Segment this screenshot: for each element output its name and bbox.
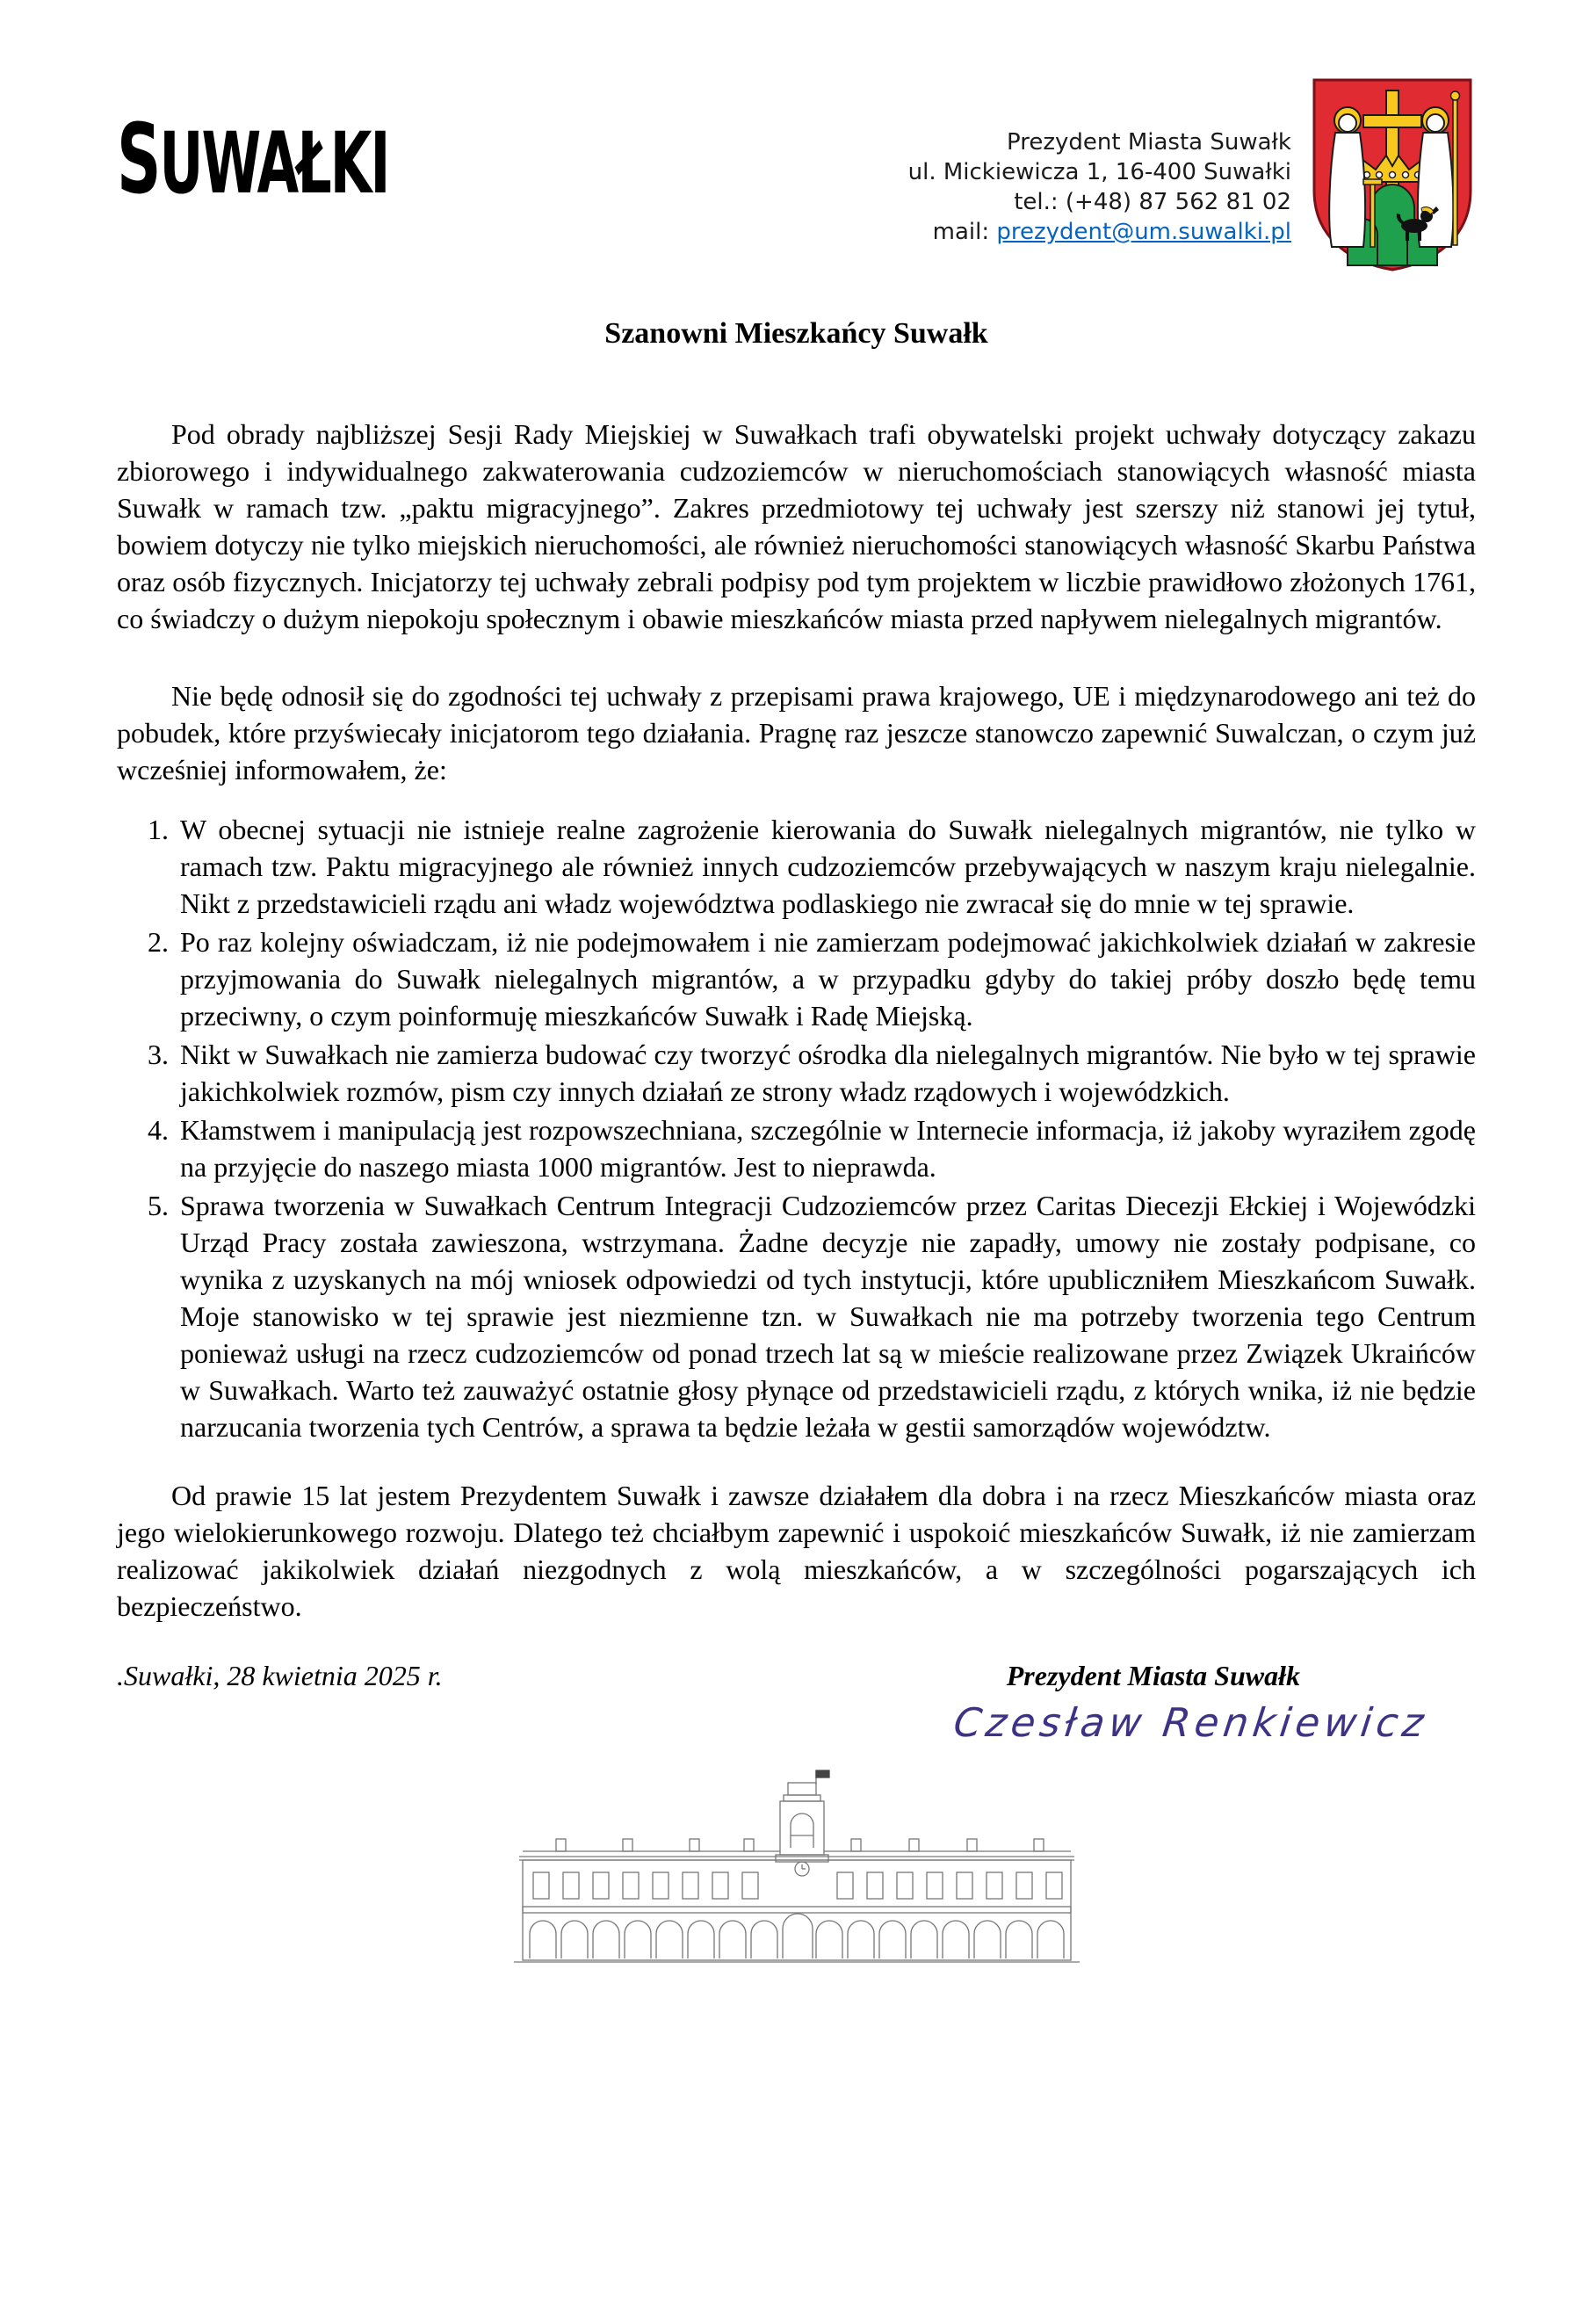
list-item-text: W obecnej sytuacji nie istnieje realne zagrożenie kierowania do Suwałk nielegalnych migrantów, nie tylko w ramach tzw. Paktu migracyjnego ale również innych cudzoziemców przebywających w naszym kraju nielegalnie. Nikt z przedstawicieli rządu ani władz województwa podlaskiego nie zwracał się do mnie w tej sprawie. (180, 814, 1476, 919)
suwalki-logo: SUWAŁKI (117, 103, 389, 215)
list-item (117, 1111, 1476, 1185)
list-item-text: Nikt w Suwałkach nie zamierza budować czy tworzyć ośrodka dla nielegalnych migrantów. Nie było w tej sprawie jakichkolwiek rozmów, pism czy innych działań ze strony władz rządowych i wojewódzkich. (180, 1039, 1476, 1107)
paragraph-intro: Pod obrady najbliższej Sesji Rady Miejskiej w Suwałkach trafi obywatelski projekt uchwały dotyczący zakazu zbiorowego i indywidualnego zakwaterowania cudzoziemców w nieruchomościach stanowiących własność miasta Suwałk w ramach tzw. „paktu migracyjnego”. Zakres przedmiotowy tej uchwały jest szerszy niż stanowi jej tytuł, bowiem dotyczy nie tylko miejskich nieruchomości, ale również nieruchomości stanowiących własność Skarbu Państwa oraz osób fizycznych. Inicjatorzy tej uchwały zebrali podpisy pod tym projektem w liczbie prawidłowo złożonych 1761, co świadczy o dużym niepokoju społecznym i obawie mieszkańców miasta przed napływem nielegalnych migrantów. (117, 418, 1476, 634)
list-item-text: Po raz kolejny oświadczam, iż nie podejmowałem i nie zamierzam podejmować jakichkolwiek działań w zakresie przyjmowania do Suwałk nielegalnych migrantów, a w przypadku gdyby do takiej próby doszło będę temu przeciwny, o czym poinformuję mieszkańców Suwałk i Radę Miejską. (180, 926, 1476, 1032)
handwritten-signature: Czesław Renkiewicz (950, 1699, 1431, 1746)
coat-of-arms-icon (1309, 75, 1476, 275)
paragraph-closing: Od prawie 15 lat jestem Prezydentem Suwałk i zawsze działałem dla dobra i na rzecz Mieszkańców miasta oraz jego wielokierunkowego rozwoju. Dlatego też chciałbym zapewnić i uspokoić mieszkańców Suwałk, iż nie zamierzam realizować jakikolwiek działań niezgodnych z wolą mieszkańców, a w szczególności pogarszających ich bezpieczeństwo. (117, 1480, 1476, 1622)
signer-title: Prezydent Miasta Suwałk (1006, 1660, 1300, 1691)
date-place: .Suwałki, 28 kwietnia 2025 r. (117, 1660, 443, 1691)
list-item (117, 1036, 1476, 1110)
list-item-text: Sprawa tworzenia w Suwałkach Centrum Integracji Cudzoziemców przez Caritas Diecezji Ełckiej i Wojewódzki Urząd Pracy została zawieszona, wstrzymana. Żadne decyzje nie zapadły, umowy nie zostały podpisane, co wynika z uzyskanych na mój wniosek odpowiedzi od tych instytucji, które upubliczniłem Mieszkańcom Suwałk. Moje stanowisko w tej sprawie jest niezmienne tzn. w Suwałkach nie ma potrzeby tworzenia tego Centrum ponieważ usługi na rzecz cudzoziemców od ponad trzech lat są w mieście realizowane przez Związek Ukraińców w Suwałkach. Warto też zauważyć ostatnie głosy płynące od przedstawicieli rządu, z których wnika, iż nie będzie narzucania tworzenia tych Centrów, a sprawa ta będzie leżała w gestii samorządów województw. (180, 1190, 1476, 1443)
sender-contact-block (908, 127, 1291, 247)
mail-label: mail: (932, 219, 997, 245)
letter-page (0, 75, 1590, 2324)
city-hall-illustration (507, 1769, 1087, 1971)
list-item-number: 1. (148, 814, 169, 845)
paragraph-assurance: Nie będę odnosił się do zgodności tej uchwały z przepisami prawa krajowego, UE i międzynarodowego ani też do pobudek, które przyświecały inicjatorom tego działania. Pragnę raz jeszcze stanowczo zapewnić Suwalczan, o czym już wcześniej informowałem, że: (117, 680, 1476, 786)
list-item-number: 2. (148, 926, 169, 958)
letter-footer (117, 1660, 1476, 1971)
list-item-number: 5. (148, 1190, 169, 1221)
list-item-text: Kłamstwem i manipulacją jest rozpowszechniana, szczególnie w Internecie informacja, iż jakoby wyraziłem zgodę na przyjęcie do naszego miasta 1000 migrantów. Jest to nieprawda. (180, 1114, 1476, 1183)
sender-mail-line (908, 217, 1291, 247)
signature-row (117, 1699, 1476, 1746)
statement-list (117, 811, 1476, 1445)
mail-link[interactable]: prezydent@um.suwalki.pl (996, 219, 1291, 245)
sender-phone: tel.: (+48) 87 562 81 02 (1014, 189, 1291, 215)
list-item-number: 4. (148, 1114, 169, 1146)
list-item (117, 923, 1476, 1034)
list-item (117, 811, 1476, 922)
list-item (117, 1187, 1476, 1445)
sender-title: Prezydent Miasta Suwałk (1007, 129, 1291, 156)
list-item-number: 3. (148, 1039, 169, 1070)
sender-address: ul. Mickiewicza 1, 16-400 Suwałki (907, 159, 1291, 185)
letter-body (117, 416, 1476, 1625)
building-illustration-wrap (117, 1769, 1476, 1971)
letterhead (117, 75, 1476, 277)
date-and-signer-row (117, 1660, 1476, 1692)
letter-title: Szanowni Mieszkańcy Suwałk (604, 317, 988, 350)
